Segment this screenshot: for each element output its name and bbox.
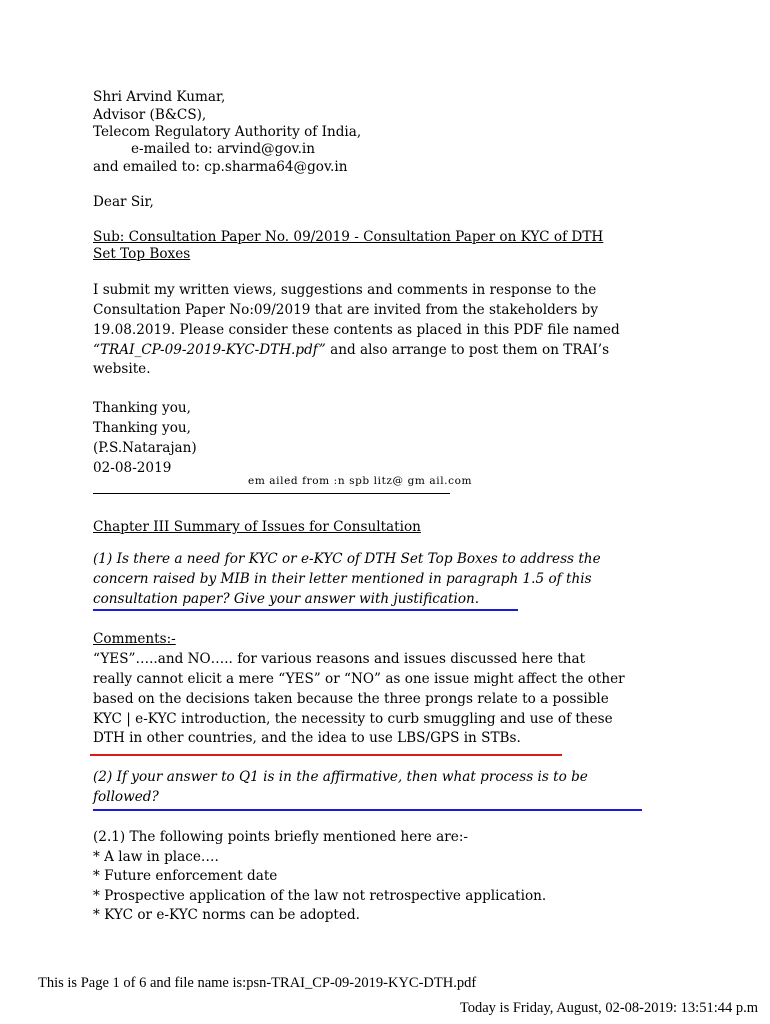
q1-line-3 — [93, 590, 479, 608]
comments-line-1: “YES”…..and NO….. for various reasons and issues discussed here that — [93, 651, 586, 667]
thanks-2: Thanking you, — [93, 420, 191, 436]
q2-blue-underline — [93, 809, 642, 811]
point-item: * A law in place…. — [93, 849, 219, 865]
intro-line-2: Consultation Paper No:09/2019 that are invited from the stakeholders by — [93, 302, 598, 318]
recipient-org: Telecom Regulatory Authority of India, — [93, 124, 362, 140]
intro-line-4-rest: and also arrange to post them on TRAI’s — [325, 342, 610, 358]
q1-blue-underline — [93, 609, 518, 611]
comments-heading: Comments:- — [93, 631, 176, 647]
comments-line-3: based on the decisions taken because the three prongs relate to a possible — [93, 691, 609, 707]
q2-line-2: followed? — [93, 789, 159, 805]
comments-line-2: really cannot elicit a mere “YES” or “NO” as one issue might affect the other — [93, 671, 625, 687]
salutation: Dear Sir, — [93, 194, 154, 210]
emailed-from: em ailed from :n spb litz@ gm ail.com — [248, 475, 473, 487]
subject-line-2: Set Top Boxes — [93, 246, 191, 262]
q1-line-3-text: consultation paper? Give your answer with justification — [93, 591, 475, 607]
q2-line-1: (2) If your answer to Q1 is in the affirmative, then what process is to be — [93, 769, 588, 785]
intro-line-4 — [93, 341, 609, 359]
intro-line-1: I submit my written views, suggestions and comments in response to the — [93, 282, 597, 298]
recipient-email: e-mailed to: arvind@gov.in — [131, 141, 315, 157]
cc-email: and emailed to: cp.sharma64@gov.in — [93, 159, 348, 175]
footer-page-info: This is Page 1 of 6 and file name is:psn-TRAI_CP-09-2019-KYC-DTH.pdf — [38, 975, 477, 991]
comments-line-5: DTH in other countries, and the idea to use LBS/GPS in STBs. — [93, 730, 521, 746]
point-item: * Future enforcement date — [93, 868, 278, 884]
q1-line-1: (1) Is there a need for KYC or e-KYC of DTH Set Top Boxes to address the — [93, 551, 601, 567]
signatory-name: (P.S.Natarajan) — [93, 440, 197, 456]
point-item: * Prospective application of the law not retrospective application. — [93, 888, 547, 904]
comments-line-4: KYC | e-KYC introduction, the necessity to curb smuggling and use of these — [93, 711, 613, 727]
recipient-title: Advisor (B&CS), — [93, 107, 207, 123]
point-item: * KYC or e-KYC norms can be adopted. — [93, 907, 360, 923]
q1-line-2: concern raised by MIB in their letter mentioned in paragraph 1.5 of this — [93, 571, 592, 587]
footer-timestamp: Today is Friday, August, 02-08-2019: 13:51:44 p.m — [459, 1000, 758, 1016]
recipient-name: Shri Arvind Kumar, — [93, 89, 226, 105]
comments-red-underline — [90, 754, 562, 756]
q1-period: . — [474, 591, 480, 607]
points-intro: (2.1) The following points briefly mentioned here are:- — [93, 829, 468, 845]
subject-line-1: Sub: Consultation Paper No. 09/2019 - Consultation Paper on KYC of DTH — [93, 229, 604, 245]
thanks-1: Thanking you, — [93, 400, 191, 416]
chapter-heading: Chapter III Summary of Issues for Consultation — [93, 519, 421, 535]
intro-line-5: website. — [93, 361, 151, 377]
signoff-divider — [93, 493, 450, 494]
pdf-filename: “TRAI_CP-09-2019-KYC-DTH.pdf” — [93, 342, 326, 358]
intro-line-3: 19.08.2019. Please consider these contents as placed in this PDF file named — [93, 322, 620, 338]
letter-date: 02-08-2019 — [93, 460, 172, 476]
